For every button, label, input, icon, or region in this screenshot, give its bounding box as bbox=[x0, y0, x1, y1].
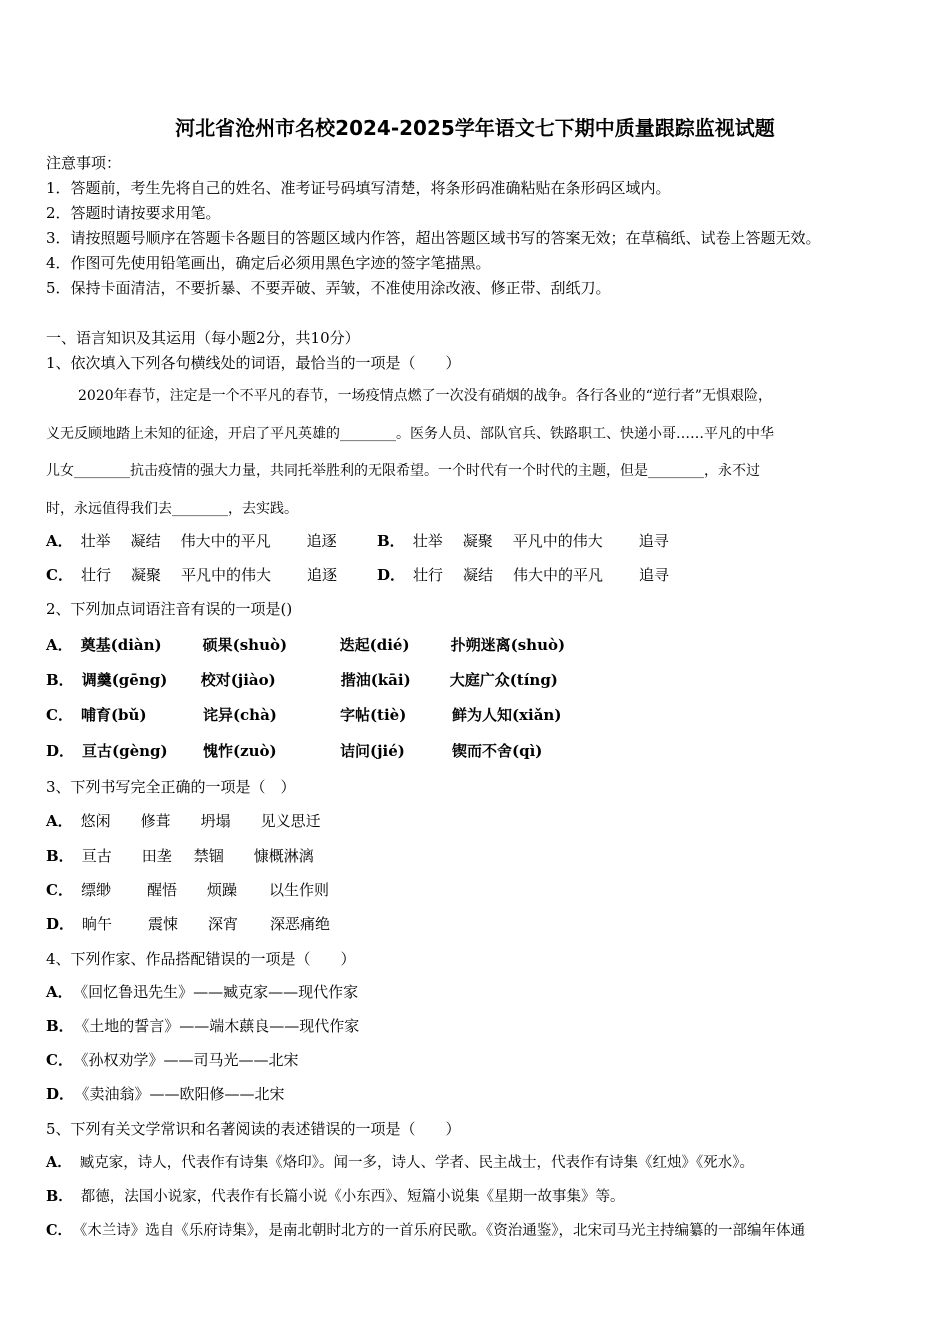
option-label: D． bbox=[46, 742, 75, 760]
option-d[interactable] bbox=[46, 913, 330, 934]
option-part: 伟大中的平凡 bbox=[180, 532, 271, 550]
notes-item: 5．保持卡面清洁，不要折暴、不要弄破、弄皱，不准使用涂改液、修正带、刮纸刀。 bbox=[46, 279, 611, 297]
option-label: C． bbox=[46, 1222, 73, 1239]
option-d[interactable] bbox=[46, 740, 542, 761]
option-part: 哺育(bǔ) bbox=[80, 706, 147, 724]
option-part: 追寻 bbox=[639, 566, 670, 584]
option-part: 修葺 bbox=[140, 812, 171, 830]
option-part: 鲜为人知(xiǎn) bbox=[451, 706, 562, 724]
option-a[interactable] bbox=[46, 634, 565, 655]
option-label: A． bbox=[46, 636, 73, 654]
option-part: 亘古 bbox=[81, 847, 112, 865]
option-part: 禁锢 bbox=[193, 847, 224, 865]
option-b[interactable] bbox=[46, 669, 558, 690]
option-part: 硕果(shuò) bbox=[202, 636, 288, 654]
option-text: 《土地的誓言》——端木蕻良——现代作家 bbox=[81, 1017, 360, 1035]
option-label: A． bbox=[46, 532, 73, 550]
option-part: 见义思迁 bbox=[260, 812, 321, 830]
option-label: C． bbox=[46, 1051, 73, 1069]
notes-item: 1．答题前，考生先将自己的姓名、准考证号码填写清楚，将条形码准确粘贴在条形码区域内。 bbox=[46, 179, 671, 197]
option-label: B． bbox=[46, 1017, 74, 1035]
option-a[interactable] bbox=[46, 530, 337, 551]
option-part: 坍塌 bbox=[200, 812, 231, 830]
option-label: B． bbox=[377, 532, 405, 550]
option-part: 缥缈 bbox=[80, 881, 111, 899]
option-part: 追寻 bbox=[638, 532, 669, 550]
option-part: 晌午 bbox=[82, 915, 113, 933]
notes-item: 4．作图可先使用铅笔画出，确定后必须用黑色字迹的签字笔描黑。 bbox=[46, 254, 491, 272]
option-part: 校对(jiào) bbox=[200, 671, 276, 689]
option-label: A． bbox=[46, 1154, 72, 1171]
option-label: D． bbox=[46, 1085, 75, 1103]
option-part: 壮举 bbox=[80, 532, 111, 550]
option-part: 迭起(dié) bbox=[339, 636, 410, 654]
question-stem: 1、依次填入下列各句横线处的词语，最恰当的一项是（ ） bbox=[46, 354, 461, 372]
option-label: C． bbox=[46, 881, 73, 899]
option-part: 诧异(chà) bbox=[202, 706, 277, 724]
option-label: D． bbox=[46, 915, 75, 933]
option-part: 壮行 bbox=[413, 566, 444, 584]
option-c[interactable] bbox=[46, 1049, 298, 1070]
option-part: 揩油(kāi) bbox=[340, 671, 411, 689]
option-label: A． bbox=[46, 983, 73, 1001]
option-text: 《回忆鲁迅先生》——臧克家——现代作家 bbox=[80, 983, 359, 1001]
option-part: 凝结 bbox=[130, 532, 161, 550]
option-text: 《木兰诗》选自《乐府诗集》，是南北朝时北方的一首乐府民歌。《资治通鉴》，北宋司马光主持编纂的一部编年体通 bbox=[80, 1223, 806, 1239]
option-part: 凝结 bbox=[463, 566, 494, 584]
option-label: D． bbox=[377, 566, 406, 584]
option-part: 伟大中的平凡 bbox=[513, 566, 604, 584]
option-part: 追逐 bbox=[306, 532, 337, 550]
question-stem: 4、下列作家、作品搭配错误的一项是（ ） bbox=[46, 950, 356, 968]
passage-line: 2020年春节，注定是一个不平凡的春节，一场疫情点燃了一次没有硝烟的战争。各行各业的“逆行者”无惧艰险， bbox=[78, 388, 772, 404]
option-d[interactable] bbox=[46, 1083, 285, 1104]
option-a[interactable] bbox=[46, 1151, 754, 1172]
option-part: 悠闲 bbox=[80, 812, 111, 830]
option-label: B． bbox=[46, 671, 74, 689]
option-label: C． bbox=[46, 566, 73, 584]
option-c[interactable] bbox=[46, 879, 329, 900]
option-label: A． bbox=[46, 812, 73, 830]
option-text: 《孙权劝学》——司马光——北宋 bbox=[80, 1051, 299, 1069]
question-stem: 3、下列书写完全正确的一项是（ ） bbox=[46, 778, 296, 796]
option-b[interactable] bbox=[377, 530, 669, 551]
option-a[interactable] bbox=[46, 810, 321, 831]
option-part: 壮行 bbox=[80, 566, 111, 584]
option-part: 诘问(jié) bbox=[340, 742, 405, 760]
option-part: 震悚 bbox=[148, 915, 179, 933]
option-part: 凝聚 bbox=[462, 532, 493, 550]
option-part: 锲而不舍(qì) bbox=[452, 742, 543, 760]
option-part: 平凡中的伟大 bbox=[512, 532, 603, 550]
option-part: 壮举 bbox=[412, 532, 443, 550]
page-title: 河北省沧州市名校2024-2025学年语文七下期中质量跟踪监视试题 bbox=[175, 116, 775, 140]
option-d[interactable] bbox=[377, 564, 669, 585]
option-part: 烦躁 bbox=[206, 881, 237, 899]
option-part: 以生作则 bbox=[268, 881, 329, 899]
option-part: 调羹(gēng) bbox=[81, 671, 168, 689]
section-heading: 一、语言知识及其运用（每小题2分，共10分） bbox=[46, 329, 360, 347]
question-stem: 2、下列加点词语注音有误的一项是() bbox=[46, 600, 293, 618]
option-part: 扑朔迷离(shuò) bbox=[450, 636, 566, 654]
option-b[interactable] bbox=[46, 845, 314, 866]
option-b[interactable] bbox=[46, 1185, 625, 1206]
option-part: 慷概淋漓 bbox=[253, 847, 314, 865]
option-part: 醒悟 bbox=[146, 881, 177, 899]
passage-line: 时，永远值得我们去________，去实践。 bbox=[46, 501, 298, 517]
option-part: 追逐 bbox=[306, 566, 337, 584]
option-part: 愧怍(zuò) bbox=[203, 742, 277, 760]
option-part: 凝聚 bbox=[130, 566, 161, 584]
option-part: 平凡中的伟大 bbox=[180, 566, 271, 584]
option-label: B． bbox=[46, 847, 74, 865]
option-part: 田垄 bbox=[141, 847, 172, 865]
passage-line: 儿女________抗击疫情的强大力量，共同托举胜利的无限希望。一个时代有一个时代的主题，但是________，永不过 bbox=[46, 463, 760, 479]
option-text: 《卖油翁》——欧阳修——北宋 bbox=[82, 1085, 285, 1103]
option-part: 亘古(gèng) bbox=[82, 742, 168, 760]
option-label: B． bbox=[46, 1188, 73, 1205]
option-b[interactable] bbox=[46, 1015, 359, 1036]
option-part: 深恶痛绝 bbox=[270, 915, 331, 933]
option-c[interactable] bbox=[46, 704, 561, 725]
option-part: 大庭广众(tíng) bbox=[449, 671, 558, 689]
option-a[interactable] bbox=[46, 981, 358, 1002]
option-text: 臧克家，诗人，代表作有诗集《烙印》。闻一多，诗人、学者、民主战士，代表作有诗集《红烛》《死水》。 bbox=[79, 1155, 755, 1171]
option-c[interactable] bbox=[46, 1219, 805, 1240]
question-stem: 5、下列有关文学常识和名著阅读的表述错误的一项是（ ） bbox=[46, 1120, 461, 1138]
notes-item: 2．答题时请按要求用笔。 bbox=[46, 204, 221, 222]
notes-heading: 注意事项： bbox=[46, 154, 122, 172]
option-text: 都德，法国小说家，代表作有长篇小说《小东西》、短篇小说集《星期一故事集》等。 bbox=[80, 1189, 625, 1205]
option-part: 字帖(tiè) bbox=[339, 706, 407, 724]
option-part: 深宵 bbox=[208, 915, 239, 933]
option-c[interactable] bbox=[46, 564, 337, 585]
option-label: C． bbox=[46, 706, 73, 724]
passage-line: 义无反顾地踏上未知的征途，开启了平凡英雄的________。医务人员、部队官兵、铁路职工、快递小哥……平凡的中华 bbox=[46, 426, 774, 442]
notes-item: 3．请按照题号顺序在答题卡各题目的答题区域内作答，超出答题区域书写的答案无效；在草稿纸、试卷上答题无效。 bbox=[46, 229, 821, 247]
option-part: 奠基(diàn) bbox=[80, 636, 162, 654]
